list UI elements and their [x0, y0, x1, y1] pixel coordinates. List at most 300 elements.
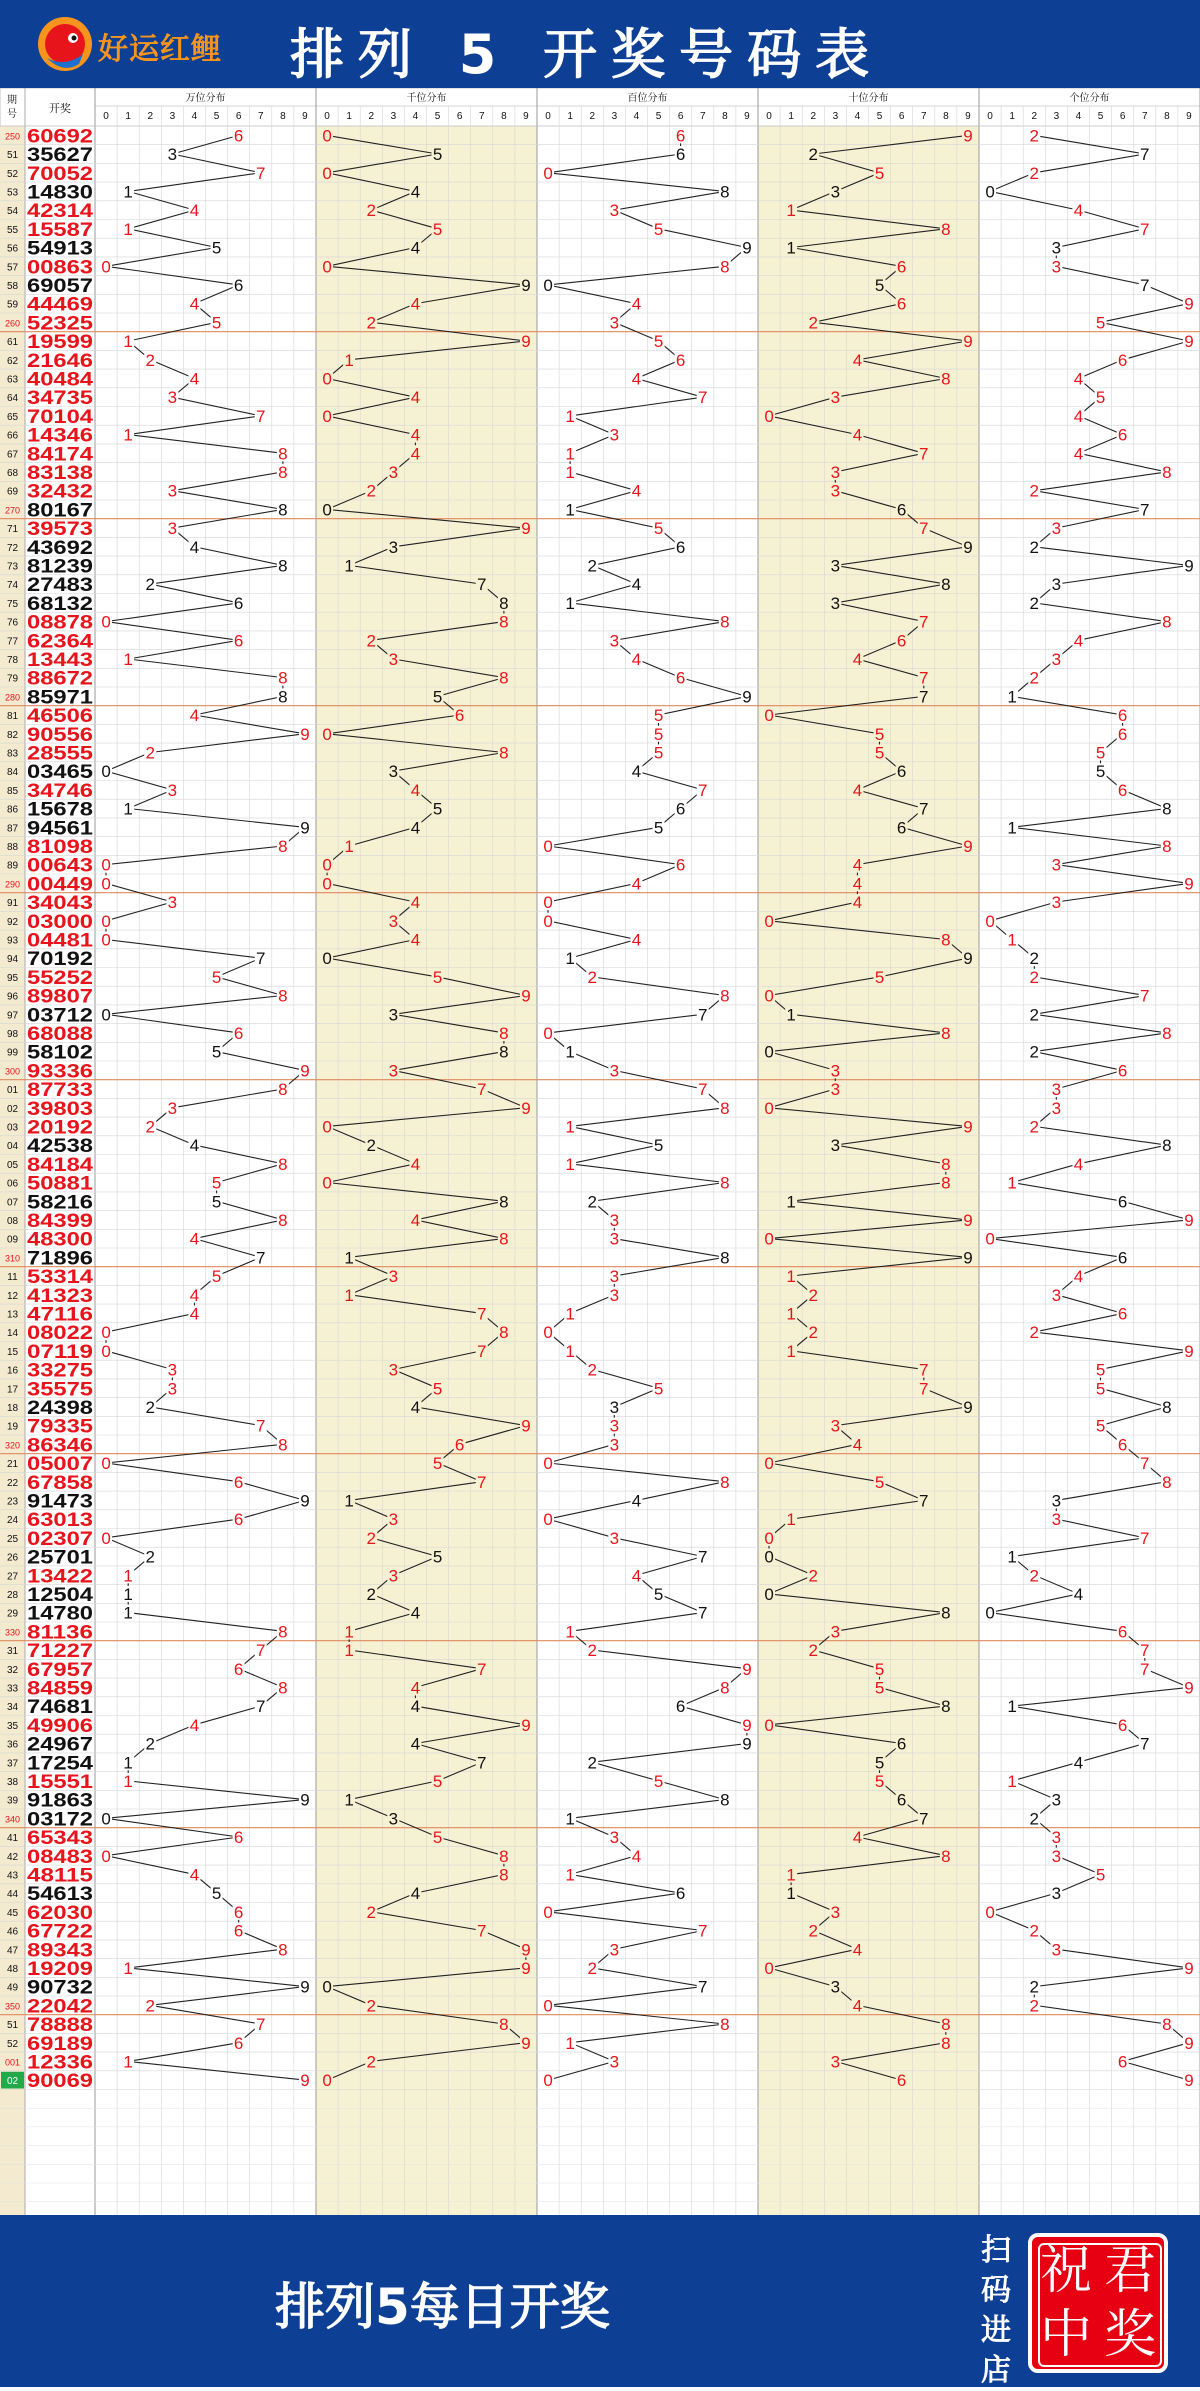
distribution-digit: 8	[1162, 2015, 1172, 2035]
distribution-digit: 1	[123, 1584, 133, 1604]
issue-number: 28	[6, 1589, 19, 1601]
distribution-digit: 9	[300, 818, 310, 838]
issue-number: 87	[6, 823, 19, 835]
distribution-digit: 5	[432, 687, 443, 707]
distribution-digit: 1	[786, 1341, 796, 1361]
distribution-digit: 8	[941, 1846, 951, 1866]
draw-number: 35575	[27, 1379, 94, 1401]
digit-header: 1	[125, 111, 131, 122]
distribution-digit: 3	[388, 762, 399, 782]
draw-number: 12336	[27, 2052, 93, 2074]
draw-number: 14346	[27, 425, 93, 447]
digit-header: 5	[434, 111, 441, 122]
digit-header: 5	[876, 111, 883, 122]
distribution-digit: 1	[786, 1005, 796, 1025]
distribution-digit: 9	[742, 1734, 752, 1754]
distribution-digit: 3	[388, 911, 399, 931]
distribution-digit: 7	[477, 1753, 487, 1773]
distribution-digit: 1	[786, 1884, 796, 1904]
distribution-digit: 0	[101, 1323, 111, 1343]
draw-number: 00643	[27, 855, 93, 877]
issue-number: 85	[6, 785, 19, 797]
distribution-digit: 9	[521, 275, 531, 295]
distribution-digit: 0	[985, 182, 995, 202]
issue-number: 56	[6, 243, 19, 255]
distribution-digit: 0	[764, 911, 774, 931]
issue-number: 29	[6, 1608, 19, 1620]
distribution-digit: 4	[189, 201, 200, 221]
issue-number: 16	[6, 1365, 19, 1377]
distribution-digit: 2	[808, 313, 818, 333]
distribution-digit: 4	[852, 425, 863, 445]
digit-header: 5	[655, 111, 662, 122]
issue-number: 02	[6, 2076, 19, 2088]
distribution-digit: 6	[1117, 1192, 1128, 1212]
distribution-digit: 5	[211, 1884, 222, 1904]
distribution-digit: 2	[587, 1958, 597, 1978]
distribution-digit: 1	[565, 406, 575, 426]
digit-header: 9	[744, 111, 750, 122]
draw-number: 90556	[27, 724, 93, 746]
distribution-digit: 9	[1184, 294, 1194, 314]
distribution-digit: 0	[543, 1996, 553, 2016]
digit-header: 6	[235, 111, 242, 122]
draw-number: 42538	[27, 1136, 93, 1158]
distribution-digit: 5	[1095, 1379, 1106, 1399]
issue-number: 74	[6, 580, 19, 592]
draw-number: 03465	[27, 762, 94, 784]
issue-number: 250	[4, 131, 21, 142]
distribution-digit: 1	[123, 1771, 133, 1791]
draw-number: 15551	[27, 1771, 94, 1793]
issue-number: 72	[6, 542, 19, 554]
digit-header: 3	[832, 111, 839, 122]
draw-number: 90732	[27, 1977, 93, 1999]
distribution-digit: 8	[1162, 1023, 1172, 1043]
distribution-digit: 6	[1117, 1622, 1128, 1642]
distribution-digit: 4	[410, 1734, 421, 1754]
draw-number: 87733	[27, 1080, 93, 1102]
carp-logo-icon	[35, 14, 95, 74]
scan-label	[976, 2231, 1016, 2391]
distribution-digit: 6	[233, 593, 244, 613]
distribution-digit: 4	[410, 930, 421, 950]
distribution-digit: 2	[808, 1323, 818, 1343]
distribution-digit: 3	[609, 1528, 620, 1548]
distribution-digit: 8	[720, 986, 730, 1006]
distribution-digit: 4	[1073, 201, 1084, 221]
distribution-digit: 4	[410, 780, 421, 800]
draw-number: 55252	[27, 967, 93, 989]
issue-number: 01	[6, 1085, 19, 1097]
digit-header: 7	[478, 111, 485, 122]
distribution-digit: 7	[1140, 145, 1150, 165]
distribution-digit: 3	[1051, 1790, 1062, 1810]
draw-number: 14780	[27, 1603, 93, 1625]
distribution-digit: 4	[1073, 1753, 1084, 1773]
distribution-digit: 3	[609, 313, 620, 333]
digit-header: 4	[854, 111, 861, 122]
distribution-digit: 5	[1095, 388, 1106, 408]
issue-number: 31	[6, 1646, 19, 1658]
distribution-digit: 6	[675, 126, 686, 146]
distribution-digit: 1	[123, 2052, 133, 2072]
draw-number: 00449	[27, 874, 93, 896]
distribution-digit: 2	[1029, 1117, 1039, 1137]
draw-number: 47116	[27, 1304, 93, 1326]
distribution-digit: 2	[145, 575, 155, 595]
distribution-digit: 0	[543, 1510, 553, 1530]
issue-number: 36	[6, 1739, 19, 1751]
digit-header: 1	[567, 111, 573, 122]
distribution-digit: 7	[477, 1921, 487, 1941]
distribution-digit: 7	[256, 1248, 266, 1268]
distribution-digit: 1	[344, 836, 354, 856]
distribution-digit: 2	[366, 2052, 376, 2072]
distribution-digit: 0	[322, 855, 332, 875]
scan-char: 扫	[981, 2233, 1011, 2268]
draw-number: 84174	[27, 444, 94, 466]
draw-number: 46506	[27, 706, 93, 728]
issue-header: 期	[7, 95, 17, 106]
distribution-digit: 1	[786, 1304, 796, 1324]
distribution-digit: 9	[1184, 332, 1194, 352]
distribution-digit: 2	[587, 967, 597, 987]
distribution-digit: 6	[233, 1510, 244, 1530]
draw-number: 52325	[27, 313, 94, 335]
distribution-digit: 4	[631, 649, 642, 669]
distribution-digit: 7	[1140, 1641, 1150, 1661]
distribution-digit: 4	[631, 874, 642, 894]
distribution-digit: 6	[896, 294, 907, 314]
distribution-digit: 6	[675, 1884, 686, 1904]
distribution-digit: 7	[698, 780, 708, 800]
distribution-digit: 1	[786, 1865, 796, 1885]
distribution-digit: 3	[609, 1940, 620, 1960]
issue-number: 39	[6, 1795, 19, 1807]
issue-number: 37	[6, 1758, 19, 1770]
issue-number: 22	[6, 1477, 19, 1489]
distribution-digit: 4	[189, 1136, 200, 1156]
distribution-digit: 3	[830, 462, 841, 482]
draw-number: 17254	[27, 1753, 94, 1775]
distribution-digit: 2	[366, 1136, 376, 1156]
distribution-digit: 6	[233, 126, 244, 146]
distribution-digit: 4	[631, 369, 642, 389]
draw-number: 70104	[27, 406, 94, 428]
distribution-digit: 6	[675, 350, 686, 370]
issue-number: 79	[6, 673, 19, 685]
distribution-digit: 0	[101, 612, 111, 632]
distribution-digit: 5	[874, 1771, 885, 1791]
distribution-digit: 8	[941, 219, 951, 239]
distribution-digit: 3	[167, 780, 178, 800]
distribution-digit: 9	[521, 1416, 531, 1436]
draw-number: 20192	[27, 1117, 93, 1139]
draw-number: 08483	[27, 1846, 93, 1868]
draw-number: 40484	[27, 369, 94, 391]
issue-number: 94	[6, 954, 19, 966]
distribution-digit: 6	[675, 1697, 686, 1717]
distribution-digit: 7	[1140, 1454, 1150, 1474]
issue-number: 45	[6, 1907, 19, 1919]
distribution-digit: 4	[631, 762, 642, 782]
draw-number: 90069	[27, 2071, 93, 2093]
draw-number: 54913	[27, 238, 93, 260]
distribution-digit: 3	[388, 1267, 399, 1287]
distribution-digit: 1	[123, 182, 133, 202]
distribution-digit: 3	[609, 1285, 620, 1305]
draw-number: 19209	[27, 1958, 93, 1980]
distribution-digit: 6	[1117, 1304, 1128, 1324]
distribution-digit: 0	[764, 1958, 774, 1978]
distribution-digit: 1	[565, 2033, 575, 2053]
issue-number: 17	[6, 1384, 19, 1396]
distribution-digit: 5	[211, 313, 222, 333]
draw-number: 69189	[27, 2033, 93, 2055]
issue-number: 290	[4, 879, 21, 890]
distribution-digit: 8	[278, 1678, 288, 1698]
distribution-digit: 4	[631, 294, 642, 314]
issue-number: 24	[6, 1515, 19, 1527]
digit-header: 3	[169, 111, 176, 122]
distribution-digit: 9	[300, 1977, 310, 1997]
distribution-digit: 3	[1051, 1828, 1062, 1848]
distribution-digit: 1	[123, 425, 133, 445]
distribution-digit: 5	[653, 332, 664, 352]
draw-number: 65343	[27, 1828, 93, 1850]
distribution-digit: 4	[410, 818, 421, 838]
digit-header: 4	[412, 111, 419, 122]
digit-header: 6	[1119, 111, 1126, 122]
distribution-digit: 0	[764, 1715, 774, 1735]
distribution-digit: 3	[388, 649, 399, 669]
distribution-digit: 4	[410, 182, 421, 202]
distribution-digit: 5	[1095, 313, 1106, 333]
draw-number: 63013	[27, 1510, 93, 1532]
distribution-digit: 1	[786, 1510, 796, 1530]
distribution-digit: 9	[1184, 556, 1194, 576]
distribution-digit: 6	[454, 706, 465, 726]
distribution-digit: 7	[256, 1641, 266, 1661]
seal-char: 奖	[1103, 2305, 1156, 2365]
distribution-digit: 3	[167, 519, 178, 539]
distribution-digit: 8	[720, 1173, 730, 1193]
distribution-digit: 3	[830, 1061, 841, 1081]
draw-number: 81136	[27, 1622, 93, 1644]
digit-header: 7	[257, 111, 264, 122]
distribution-digit: 7	[477, 575, 487, 595]
digit-header: 2	[810, 111, 817, 122]
distribution-digit: 5	[874, 163, 885, 183]
distribution-digit: 9	[963, 1210, 973, 1230]
distribution-digit: 7	[1140, 1659, 1150, 1679]
distribution-digit: 8	[1162, 1397, 1172, 1417]
draw-number: 74681	[27, 1697, 94, 1719]
distribution-digit: 0	[101, 1846, 111, 1866]
distribution-digit: 3	[830, 1622, 841, 1642]
distribution-digit: 8	[499, 1865, 509, 1885]
digit-header: 0	[545, 111, 551, 122]
distribution-digit: 7	[477, 1341, 487, 1361]
distribution-digit: 7	[919, 1379, 929, 1399]
distribution-digit: 6	[1117, 350, 1128, 370]
distribution-digit: 1	[1007, 1547, 1017, 1567]
distribution-digit: 4	[852, 855, 863, 875]
issue-number: 48	[6, 1963, 19, 1975]
issue-number: 26	[6, 1552, 19, 1564]
draw-number: 39573	[27, 519, 93, 541]
issue-number: 65	[6, 411, 19, 423]
distribution-digit: 3	[1051, 1940, 1062, 1960]
distribution-digit: 5	[432, 799, 443, 819]
draw-number: 13422	[27, 1566, 93, 1588]
draw-number: 39803	[27, 1098, 93, 1120]
distribution-digit: 3	[609, 1397, 620, 1417]
issue-number: 23	[6, 1496, 19, 1508]
distribution-digit: 9	[521, 519, 531, 539]
distribution-digit: 9	[742, 238, 752, 258]
draw-header: 开奖	[49, 103, 71, 115]
distribution-digit: 0	[764, 986, 774, 1006]
distribution-digit: 7	[256, 1416, 266, 1436]
distribution-digit: 0	[985, 911, 995, 931]
distribution-digit: 6	[896, 762, 907, 782]
seal-stamp[interactable]	[1028, 2233, 1168, 2373]
distribution-digit: 3	[830, 1977, 841, 1997]
digit-header: 5	[213, 111, 220, 122]
distribution-digit: 7	[698, 1603, 708, 1623]
distribution-digit: 4	[410, 388, 421, 408]
issue-number: 270	[4, 505, 21, 516]
distribution-digit: 0	[322, 949, 332, 969]
digit-header: 3	[390, 111, 397, 122]
distribution-digit: 5	[432, 1547, 443, 1567]
issue-number: 340	[4, 1814, 21, 1825]
distribution-digit: 9	[742, 1659, 752, 1679]
draw-number: 84399	[27, 1210, 93, 1232]
distribution-digit: 0	[322, 257, 332, 277]
distribution-digit: 7	[1140, 219, 1150, 239]
digit-header: 7	[699, 111, 706, 122]
draw-number: 60692	[27, 126, 93, 148]
distribution-digit: 2	[366, 313, 376, 333]
draw-number: 48115	[27, 1865, 94, 1887]
distribution-digit: 2	[145, 1397, 155, 1417]
issue-number: 04	[6, 1141, 19, 1153]
draw-number: 78888	[27, 2015, 93, 2037]
distribution-digit: 0	[764, 1584, 774, 1604]
distribution-digit: 2	[366, 1584, 376, 1604]
distribution-digit: 0	[543, 893, 553, 913]
draw-number: 53314	[27, 1267, 94, 1289]
distribution-digit: 2	[145, 1117, 155, 1137]
distribution-digit: 0	[101, 874, 111, 894]
distribution-digit: 5	[653, 1584, 664, 1604]
distribution-digit: 9	[1184, 874, 1194, 894]
draw-number: 00863	[27, 257, 93, 279]
draw-number: 84859	[27, 1678, 93, 1700]
distribution-digit: 1	[344, 350, 354, 370]
distribution-digit: 5	[874, 275, 885, 295]
distribution-digit: 1	[565, 593, 575, 613]
distribution-digit: 9	[521, 332, 531, 352]
issue-number: 46	[6, 1926, 19, 1938]
issue-number: 58	[6, 280, 19, 292]
distribution-digit: 7	[477, 1659, 487, 1679]
digit-header: 8	[943, 111, 949, 122]
distribution-digit: 5	[653, 724, 664, 744]
distribution-digit: 4	[631, 930, 642, 950]
distribution-digit: 1	[123, 649, 133, 669]
distribution-digit: 7	[1140, 500, 1150, 520]
distribution-digit: 8	[278, 444, 288, 464]
distribution-digit: 6	[1117, 780, 1128, 800]
distribution-digit: 2	[366, 481, 376, 501]
distribution-digit: 2	[808, 1285, 818, 1305]
issue-number: 68	[6, 467, 19, 479]
draw-number: 34043	[27, 893, 93, 915]
distribution-digit: 5	[1095, 1865, 1106, 1885]
distribution-digit: 0	[764, 1547, 774, 1567]
distribution-digit: 3	[830, 556, 841, 576]
issue-number: 19	[6, 1421, 19, 1433]
issue-number: 27	[6, 1571, 19, 1583]
issue-number: 34	[6, 1702, 19, 1714]
distribution-digit: 3	[388, 1809, 399, 1829]
distribution-digit: 1	[344, 1641, 354, 1661]
distribution-digit: 3	[388, 1061, 399, 1081]
distribution-digit: 7	[919, 519, 929, 539]
distribution-digit: 1	[1007, 1697, 1017, 1717]
distribution-digit: 7	[698, 1080, 708, 1100]
distribution-digit: 4	[1073, 369, 1084, 389]
distribution-digit: 0	[101, 930, 111, 950]
issue-number: 08	[6, 1215, 19, 1227]
issue-number: 88	[6, 841, 19, 853]
distribution-digit: 3	[830, 1902, 841, 1922]
distribution-digit: 5	[432, 145, 443, 165]
distribution-digit: 0	[543, 2071, 553, 2091]
draw-number: 24398	[27, 1397, 93, 1419]
distribution-digit: 5	[432, 1828, 443, 1848]
distribution-digit: 0	[322, 126, 332, 146]
seal-char: 君	[1103, 2241, 1156, 2301]
distribution-digit: 4	[1073, 631, 1084, 651]
distribution-digit: 0	[101, 762, 111, 782]
draw-number: 08878	[27, 612, 93, 634]
issue-number: 21	[6, 1459, 19, 1471]
distribution-digit: 6	[454, 1435, 465, 1455]
distribution-digit: 8	[1162, 1472, 1172, 1492]
digit-header: 4	[1075, 111, 1082, 122]
distribution-digit: 8	[941, 575, 951, 595]
distribution-digit: 3	[830, 1136, 841, 1156]
distribution-digit: 7	[256, 1697, 266, 1717]
digit-header: 1	[346, 111, 352, 122]
issue-number: 300	[4, 1066, 21, 1077]
distribution-digit: 8	[720, 182, 730, 202]
group-header: 十位分布	[848, 93, 889, 104]
distribution-digit: 6	[1117, 425, 1128, 445]
distribution-digit: 1	[565, 1341, 575, 1361]
distribution-digit: 8	[278, 986, 288, 1006]
distribution-digit: 3	[609, 425, 620, 445]
draw-number: 42314	[27, 201, 94, 223]
distribution-digit: 8	[720, 1790, 730, 1810]
distribution-digit: 0	[322, 163, 332, 183]
digit-header: 2	[1031, 111, 1038, 122]
